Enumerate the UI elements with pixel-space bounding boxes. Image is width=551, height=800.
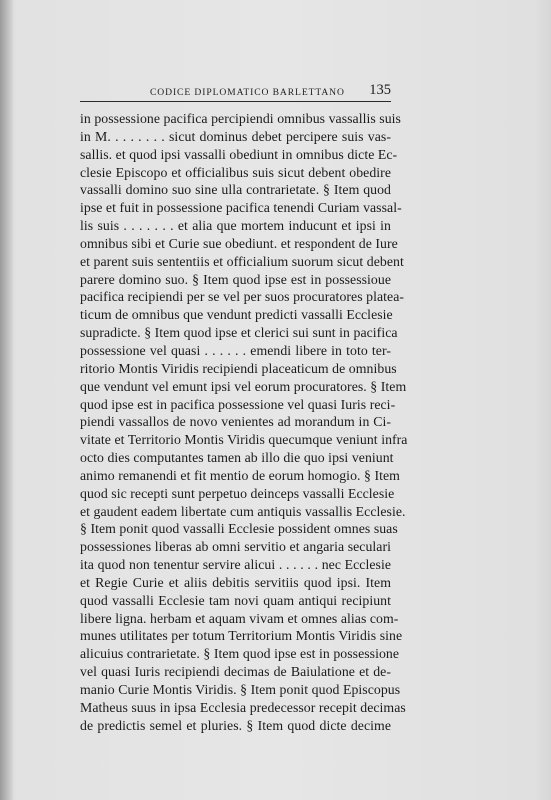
text-line: quod vassalli Ecclesie tam novi quam antiqui recipiunt [80, 592, 391, 608]
text-line: sallis. et quod ipsi vassalli obediunt in omnibus dicte Ec- [80, 146, 398, 162]
header-rule [80, 101, 391, 102]
text-line: vel quasi Iuris recipiendi decimas de Baiulatione et de- [80, 664, 391, 680]
text-line: animo remanendi et fit mentio de eorum homogio. § Item [80, 467, 400, 483]
text-line: possessiones liberas ab omni servitio et angaria seculari [80, 539, 391, 555]
running-title: CODICE DIPLOMATICO BARLETTANO [150, 87, 345, 98]
text-line: pacifica recipiendi per se vel per suos procuratores platea- [80, 289, 405, 305]
text-line: de predictis semel et pluries. § Item quod dicte decime [80, 717, 391, 733]
text-line: ritorio Montis Viridis recipiendi placeaticum de omnibus [80, 360, 397, 376]
text-line: § Item ponit quod vassalli Ecclesie possident omnes suas [80, 521, 398, 537]
text-line: quod ipse est in pacifica possessione vel quasi Iuris reci- [80, 396, 396, 412]
text-line: et gaudent eadem libertate cum antiquis vassallis Ecclesie. [80, 503, 406, 519]
text-line: piendi vassallos de novo venientes ad morandum in Ci- [80, 414, 391, 430]
text-line: in possessione pacifica percipiendi omnibus vassallis suis [80, 111, 401, 126]
text-line: Matheus suus in ipsa Ecclesia predecessor recepit decimas [80, 699, 406, 715]
text-line: et Regie Curie et aliis debitis servitiis quod ipsi. Item [80, 574, 391, 590]
text-line: que vendunt vel emunt ipsi vel eorum procuratores. § Item [80, 378, 407, 394]
text-line: et parent suis sententiis et officialium suorum sicut debent [80, 253, 404, 269]
text-line: in M. . . . . . . . sicut dominus debet percipere suis vas- [80, 128, 391, 144]
text-line: octo dies computantes tamen ab illo die quo ipsi veniunt [80, 450, 394, 466]
body-text [80, 110, 408, 735]
text-line: omnibus sibi et Curie sue obediunt. et respondent de Iure [80, 235, 398, 251]
text-line: possessione vel quasi . . . . . . emendi libere in toto ter- [80, 342, 391, 358]
text-line: ticum de omnibus que vendunt predicti vassalli Ecclesie [80, 307, 393, 323]
text-line: ipse et fuit in possessione pacifica tenendi Curiam vassal- [80, 200, 402, 216]
text-line: vassalli domino suo sine ulla contrarietate. § Item quod [80, 182, 391, 198]
text-line: alicuius contrarietate. § Item quod ipse est in possessione [80, 646, 400, 662]
text-line: libere ligna. herbam et aquam vivam et omnes alias com- [80, 610, 399, 626]
text-line: parere domino suo. § Item quod ipse est in possessioue [80, 271, 391, 287]
text-line: supradicte. § Item quod ipse et clerici sui sunt in pacifica [80, 325, 398, 341]
text-line: quod sic recepti sunt perpetuo deinceps vassalli Ecclesie [80, 485, 395, 501]
running-head [80, 82, 391, 100]
text-line: ita quod non tenentur servire alicui . . . . . . nec Ecclesie [80, 557, 391, 573]
text-line: lis suis . . . . . . . et alia que mortem inducunt et ipsi in [80, 218, 391, 234]
page-gutter-shadow [0, 0, 14, 800]
text-line: manio Curie Montis Viridis. § Item ponit quod Episcopus [80, 682, 401, 697]
text-line: vitate et Territorio Montis Viridis quecumque veniunt infra [80, 432, 408, 448]
text-line: munes utilitates per totum Territorium Montis Viridis sine [80, 628, 403, 644]
text-line: clesie Episcopo et officialibus suis sicut debent obedire [80, 164, 391, 180]
page-number: 135 [369, 82, 391, 98]
